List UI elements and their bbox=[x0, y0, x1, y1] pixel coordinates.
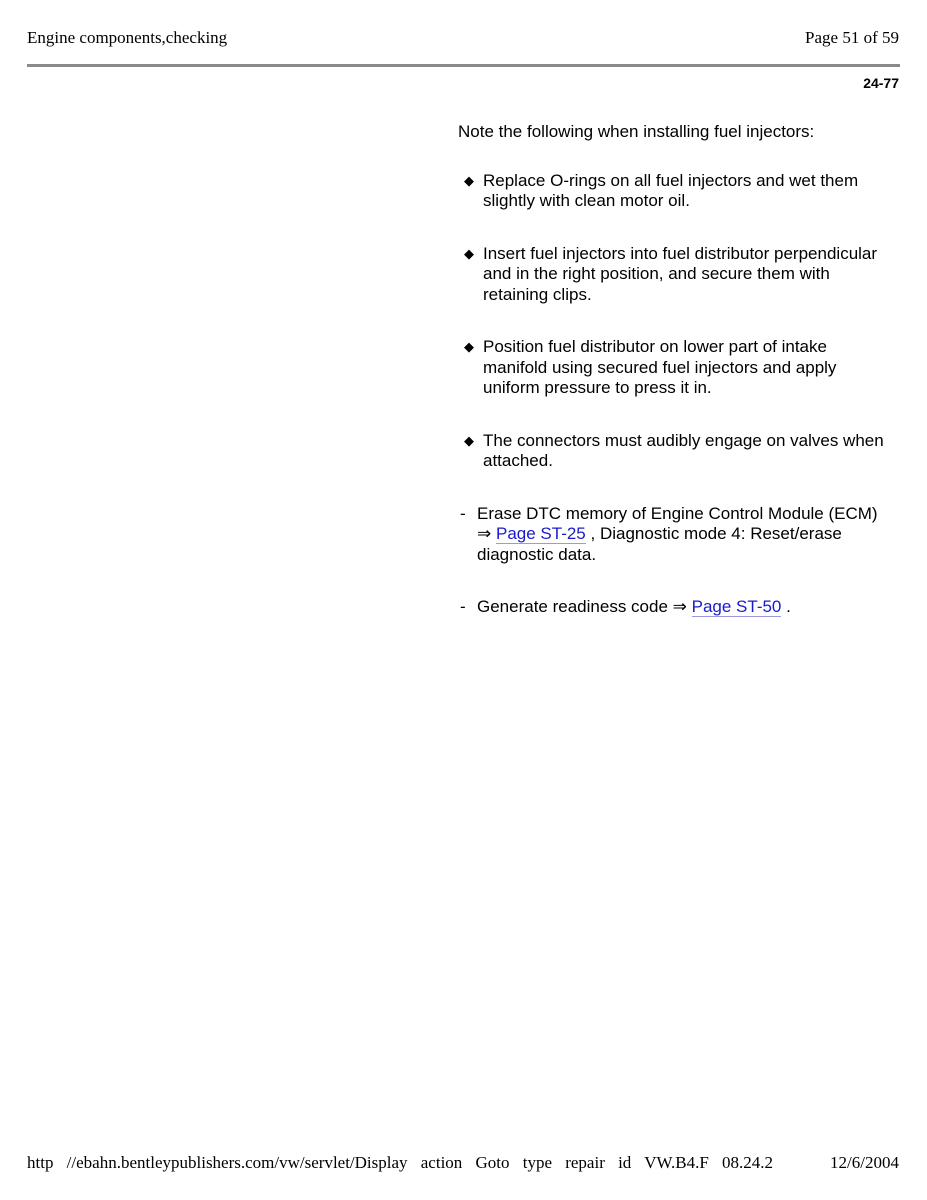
diamond-bullet-icon: ◆ bbox=[464, 339, 474, 354]
step-text-continued: , Diagnostic mode 4: Reset/erase diagnostic data. bbox=[477, 524, 842, 564]
step-dash: - bbox=[460, 597, 466, 616]
bullet-item bbox=[458, 431, 888, 472]
page-number: Page 51 of 59 bbox=[805, 28, 899, 47]
intro-text: Note the following when installing fuel injectors: bbox=[458, 122, 815, 141]
footer-date: 12/6/2004 bbox=[830, 1153, 899, 1172]
bullet-text: Replace O-rings on all fuel injectors and wet them slightly with clean motor oil. bbox=[483, 170, 859, 210]
diamond-bullet-icon: ◆ bbox=[464, 432, 474, 448]
bullet-text: The connectors must audibly engage on valves when attached. bbox=[483, 430, 884, 470]
diamond-bullet-icon: ◆ bbox=[464, 245, 474, 261]
header-divider bbox=[27, 64, 900, 67]
step-text-continued: . bbox=[786, 597, 791, 616]
bullet-text: Insert fuel injectors into fuel distributor perpendicular and in the right position, and secure them with retaining clips. bbox=[483, 243, 878, 304]
link-page-st-25[interactable]: Page ST-25 bbox=[495, 524, 586, 543]
step-text: Erase DTC memory of Engine Control Module (ECM) ⇒ bbox=[477, 503, 878, 543]
bullet-item bbox=[458, 337, 888, 399]
step-readiness-code bbox=[458, 597, 888, 618]
instructions-content bbox=[458, 122, 888, 650]
step-dash: - bbox=[460, 503, 466, 523]
diamond-bullet-icon: ◆ bbox=[464, 172, 474, 188]
step-text: Generate readiness code ⇒ bbox=[477, 597, 687, 616]
step-erase-dtc bbox=[458, 504, 888, 566]
link-page-st-50[interactable]: Page ST-50 bbox=[691, 597, 782, 616]
section-number: 24-77 bbox=[863, 75, 899, 91]
bullet-text: Position fuel distributor on lower part of intake manifold using secured fuel injectors and apply uniform pressure to press it in. bbox=[483, 337, 837, 397]
page-header-title: Engine components,checking bbox=[27, 28, 228, 47]
footer-url: http //ebahn.bentleypublishers.com/vw/servlet/Display action Goto type repair id VW.B4.F 08.24.2 bbox=[27, 1153, 773, 1172]
bullet-item bbox=[458, 171, 888, 212]
bullet-item bbox=[458, 244, 888, 306]
